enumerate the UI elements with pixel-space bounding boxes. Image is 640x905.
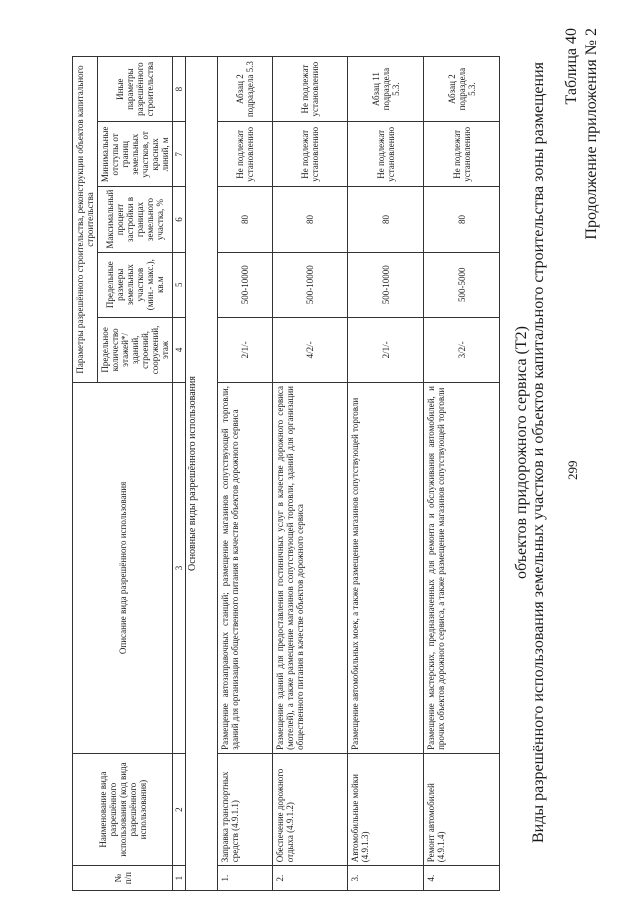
column-index: 7 (173, 122, 186, 187)
header-plot: Предельные размеры земельных участков (мин.- макс.), кв.м (98, 252, 173, 317)
row-floors: 3/2/- (424, 317, 500, 382)
column-index: 5 (173, 252, 186, 317)
row-name: Автомобильные мойки (4.9.1.3) (348, 753, 424, 865)
column-index: 8 (173, 57, 186, 122)
row-setback: Не подлежат установлению (348, 122, 424, 187)
column-index: 3 (173, 383, 186, 754)
row-desc: Размещение мастерских, предназначенных для ремонта и обслуживания автомобилей, и прочих объектов дорожного сервиса, а также размещение магазинов сопутствующей торговли (424, 383, 500, 754)
table-row (272, 57, 348, 891)
zoning-table (72, 56, 500, 891)
header-other: Иные параметры разрешённого строительства (98, 57, 173, 122)
table-row (348, 57, 424, 891)
row-percent: 80 (272, 187, 348, 252)
row-setback: Не подлежат установлению (424, 122, 500, 187)
column-index: 4 (173, 317, 186, 382)
row-other: Абзац 2 подраздела 5.3. (424, 57, 500, 122)
row-percent: 80 (348, 187, 424, 252)
header-percent: Максимальный процент застройки в границах земельного участка, % (98, 187, 173, 252)
row-name: Обеспечение дорожного отдыха (4.9.1.2) (272, 753, 348, 865)
page-number: 299 (565, 460, 580, 480)
row-percent: 80 (218, 187, 272, 252)
header-row-1 (73, 57, 98, 891)
header-params: Параметры разрешённого строительства, реконструкции объектов капитального строительства (73, 57, 98, 383)
row-plot: 500-10000 (272, 252, 348, 317)
row-desc: Размещение автозаправочных станций; размещение магазинов сопутствующей торговли, зданий для организации общественного питания в качестве объектов дорожного сервиса (218, 383, 272, 754)
column-index-row (173, 57, 186, 891)
row-floors: 2/1/- (348, 317, 424, 382)
column-index: 6 (173, 187, 186, 252)
table-row (218, 57, 272, 891)
row-percent: 80 (424, 187, 500, 252)
row-floors: 2/1/- (218, 317, 272, 382)
row-plot: 500-10000 (348, 252, 424, 317)
header-num: № п/п (73, 866, 173, 891)
row-name: Ремонт автомобилей (4.9.1.4) (424, 753, 500, 865)
section-row (186, 57, 218, 891)
section-title: Основные виды разрешённого использования (186, 57, 218, 891)
row-plot: 500-5000 (424, 252, 500, 317)
appendix-heading: Продолжение приложения № 2 (583, 28, 600, 240)
table-row (424, 57, 500, 891)
row-name: Заправка транспортных средств (4.9.1.1) (218, 753, 272, 865)
row-setback: Не подлежат установлению (272, 122, 348, 187)
column-index: 2 (173, 753, 186, 865)
row-other: Абзац 11 подраздела 5.3. (348, 57, 424, 122)
row-floors: 4/2/- (272, 317, 348, 382)
row-other: Не подлежат установлению (272, 57, 348, 122)
row-desc: Размещение автомобильных моек, а также размещение магазинов сопутствующей торговли (348, 383, 424, 754)
header-setback: Минимальные отступы от границ земельных участков, от красных линий, м (98, 122, 173, 187)
row-num: 3. (348, 866, 424, 891)
row-num: 4. (424, 866, 500, 891)
header-floors: Предельное количество этажей*/ зданий, строений, сооружений, этаж (98, 317, 173, 382)
row-num: 2. (272, 866, 348, 891)
table-title-line-1: Виды разрешённого использования земельных участков и объектов капитального строительства зоны размещения (530, 62, 547, 844)
column-index: 1 (173, 866, 186, 891)
row-num: 1. (218, 866, 272, 891)
row-setback: Не подлежат установлению (218, 122, 272, 187)
row-desc: Размещение зданий для предоставления гостиничных услуг в качестве дорожного сервиса (мотелей), а также размещение магазинов сопутствующей торговли, зданий для организации общественного питания в качестве объектов дорожного сервиса (272, 383, 348, 754)
table-title-line-2: объектов придорожного сервиса (Т2) (513, 326, 530, 580)
header-desc: Описание вида разрешённого использования (73, 383, 173, 754)
row-plot: 500-10000 (218, 252, 272, 317)
table-number: Таблица 40 (563, 28, 580, 105)
header-name: Наименование вида разрешённого использования (код вида разрешённого использования) (73, 753, 173, 865)
row-other: Абзац 2 подраздела 5.3 (218, 57, 272, 122)
